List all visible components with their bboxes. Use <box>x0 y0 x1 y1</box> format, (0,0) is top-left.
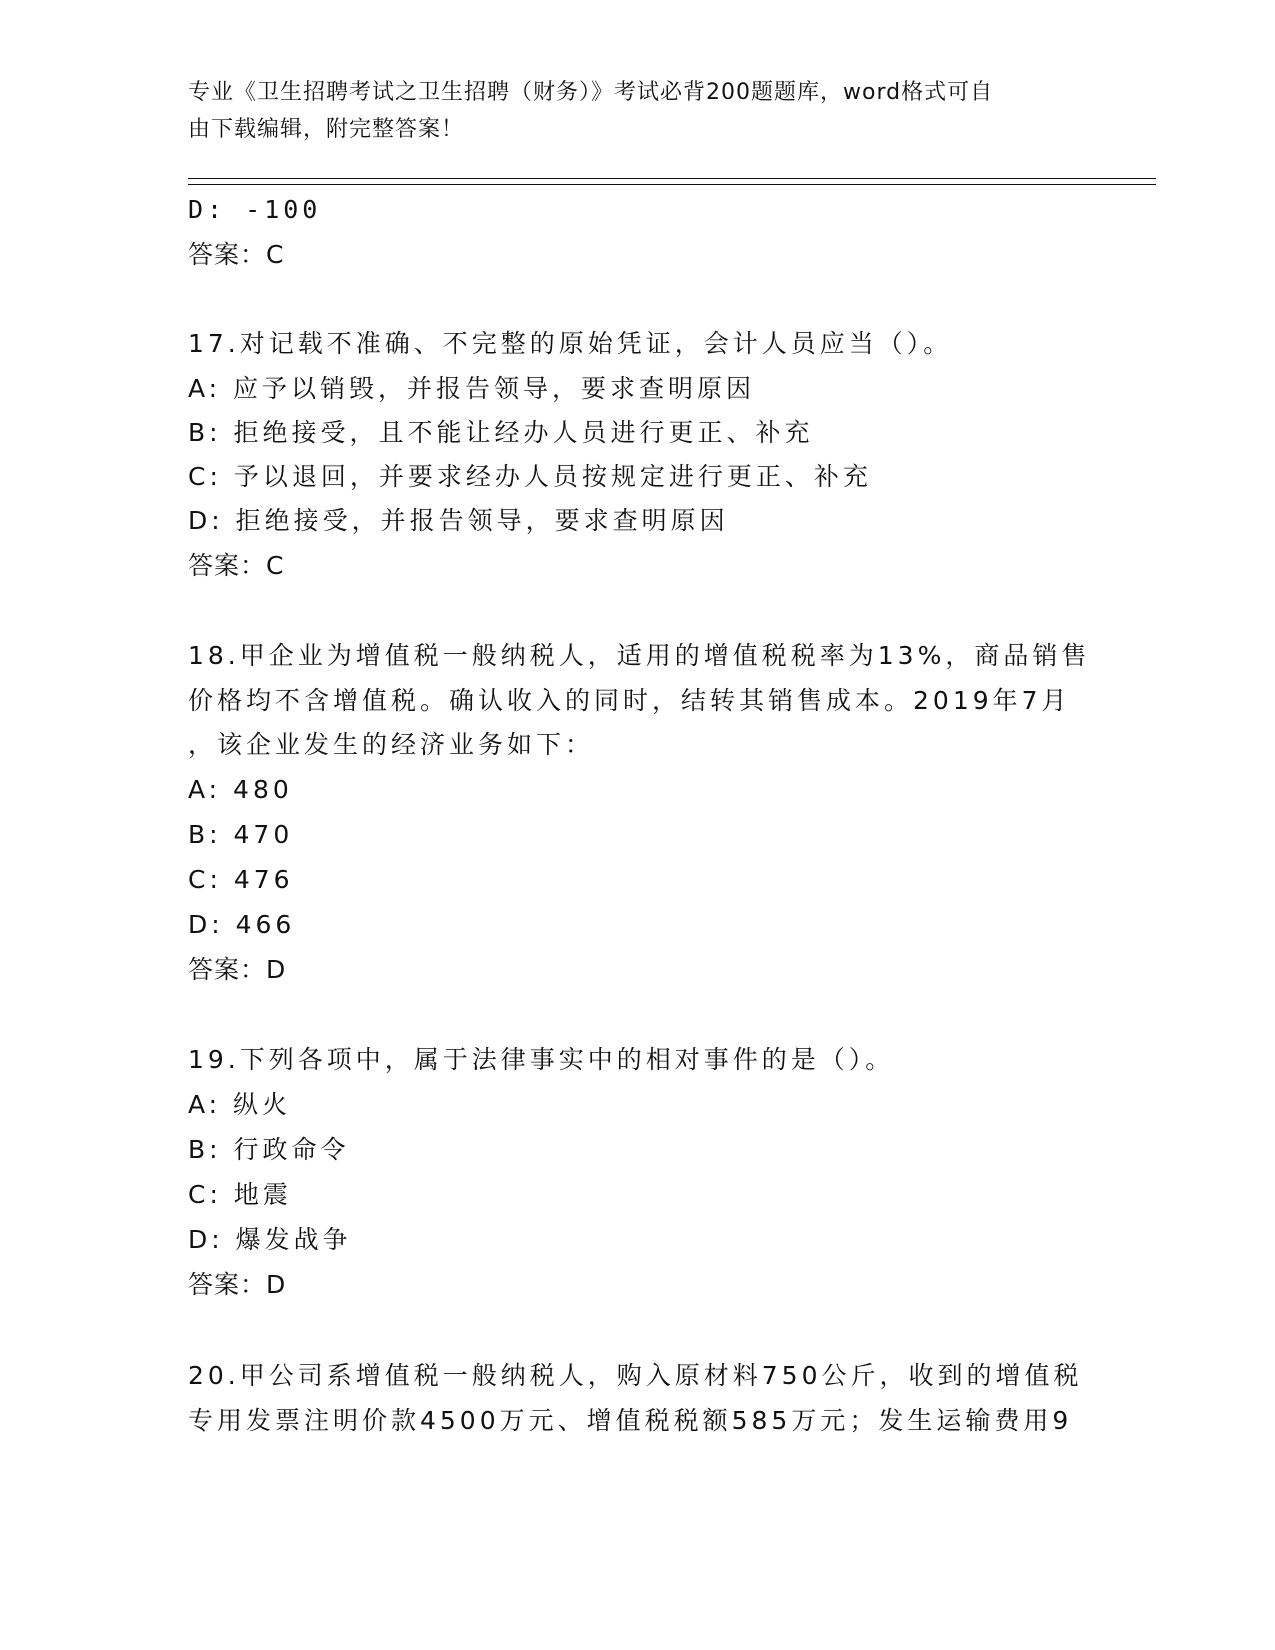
q17-option-c: C: 予以退回，并要求经办人员按规定进行更正、补充 <box>188 462 872 491</box>
q18-option-a: A: 480 <box>188 775 293 804</box>
q18-option-c: C: 476 <box>188 865 294 894</box>
q18-answer: 答案：D <box>188 955 287 984</box>
q18-option-d: D: 466 <box>188 910 296 939</box>
q18-stem-line-2: 价格均不含增值税。确认收入的同时，结转其销售成本。2019年7月 <box>188 686 1071 715</box>
header-line-1: 专业《卫生招聘考试之卫生招聘（财务）》考试必背200题题库，word格式可自 <box>188 80 994 105</box>
q19-option-c: C: 地震 <box>188 1180 292 1209</box>
q18-stem-line-1: 18.甲企业为增值税一般纳税人，适用的增值税税率为13%，商品销售 <box>188 641 1091 670</box>
q17-option-d: D: 拒绝接受，并报告领导，要求查明原因 <box>188 506 729 535</box>
header-rule-bottom <box>188 184 1156 185</box>
q19-option-a: A: 纵火 <box>188 1090 292 1119</box>
q17-answer: 答案：C <box>188 551 285 580</box>
q19-option-d: D: 爆发战争 <box>188 1225 352 1254</box>
q19-option-b: B: 行政命令 <box>188 1135 350 1164</box>
q20-stem-line-1: 20.甲公司系增值税一般纳税人，购入原材料750公斤，收到的增值税 <box>188 1361 1083 1390</box>
q16-option-d: D: -100 <box>188 195 322 224</box>
q17-stem: 17.对记载不准确、不完整的原始凭证，会计人员应当（）。 <box>188 329 953 358</box>
q19-answer: 答案：D <box>188 1270 287 1299</box>
header-line-2: 由下载编辑，附完整答案！ <box>188 117 465 142</box>
q18-stem-line-3: ，该企业发生的经济业务如下： <box>188 730 595 759</box>
q20-stem-line-2: 专用发票注明价款4500万元、增值税税额585万元；发生运输费用9 <box>188 1406 1073 1435</box>
q19-stem: 19.下列各项中，属于法律事实中的相对事件的是（）。 <box>188 1045 895 1074</box>
q17-option-b: B: 拒绝接受，且不能让经办人员进行更正、补充 <box>188 418 814 447</box>
q18-option-b: B: 470 <box>188 820 294 849</box>
q17-option-a: A: 应予以销毁，并报告领导，要求查明原因 <box>188 374 756 403</box>
document-header <box>188 74 1068 148</box>
q16-answer: 答案：C <box>188 240 285 269</box>
header-rule-top <box>188 178 1156 179</box>
